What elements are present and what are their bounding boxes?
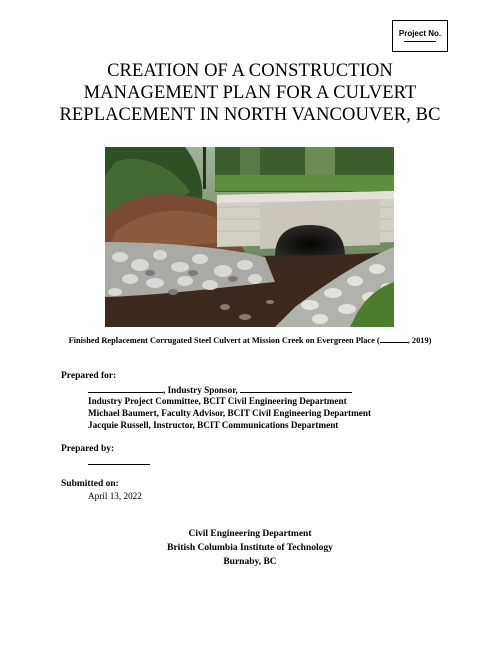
caption-blank (380, 334, 408, 343)
footer-block (0, 527, 500, 569)
prepared-by-blank (88, 456, 150, 465)
prepared-for-heading: Prepared for: (61, 371, 117, 381)
title-line-3: REPLACEMENT IN NORTH VANCOUVER, BC (59, 105, 441, 125)
photo-caption (20, 334, 480, 345)
sponsor-blank (88, 384, 163, 393)
committee-line: Industry Project Committee, BCIT Civil Engineering Department (88, 396, 347, 406)
submitted-heading: Submitted on: (61, 479, 119, 489)
project-number-blank (404, 41, 436, 42)
caption-text: Finished Replacement Corrugated Steel Culvert at Mission Creek on Evergreen Place ( (68, 336, 380, 345)
advisor-line: Michael Baumert, Faculty Advisor, BCIT Civil Engineering Department (88, 408, 372, 418)
prepared-by-line (88, 456, 150, 467)
sponsor-text: , Industry Sponsor, (163, 385, 241, 395)
footer-city: Burnaby, BC (223, 557, 277, 567)
title-line-2: MANAGEMENT PLAN FOR A CULVERT (83, 83, 417, 103)
sponsor-line (88, 384, 352, 395)
footer-department: Civil Engineering Department (188, 529, 312, 539)
document-title (40, 60, 460, 126)
culvert-photo (105, 147, 394, 327)
project-number-label: Project No. (398, 29, 442, 38)
caption-year: , 2019) (407, 336, 432, 345)
prepared-by-heading: Prepared by: (61, 444, 115, 454)
instructor-line: Jacquie Russell, Instructor, BCIT Communications Department (88, 420, 339, 430)
submitted-date: April 13, 2022 (88, 491, 142, 501)
sponsor-name-blank (240, 384, 352, 393)
title-line-1: CREATION OF A CONSTRUCTION (107, 61, 393, 81)
footer-institute: British Columbia Institute of Technology (167, 543, 333, 553)
project-number-box (392, 20, 448, 52)
